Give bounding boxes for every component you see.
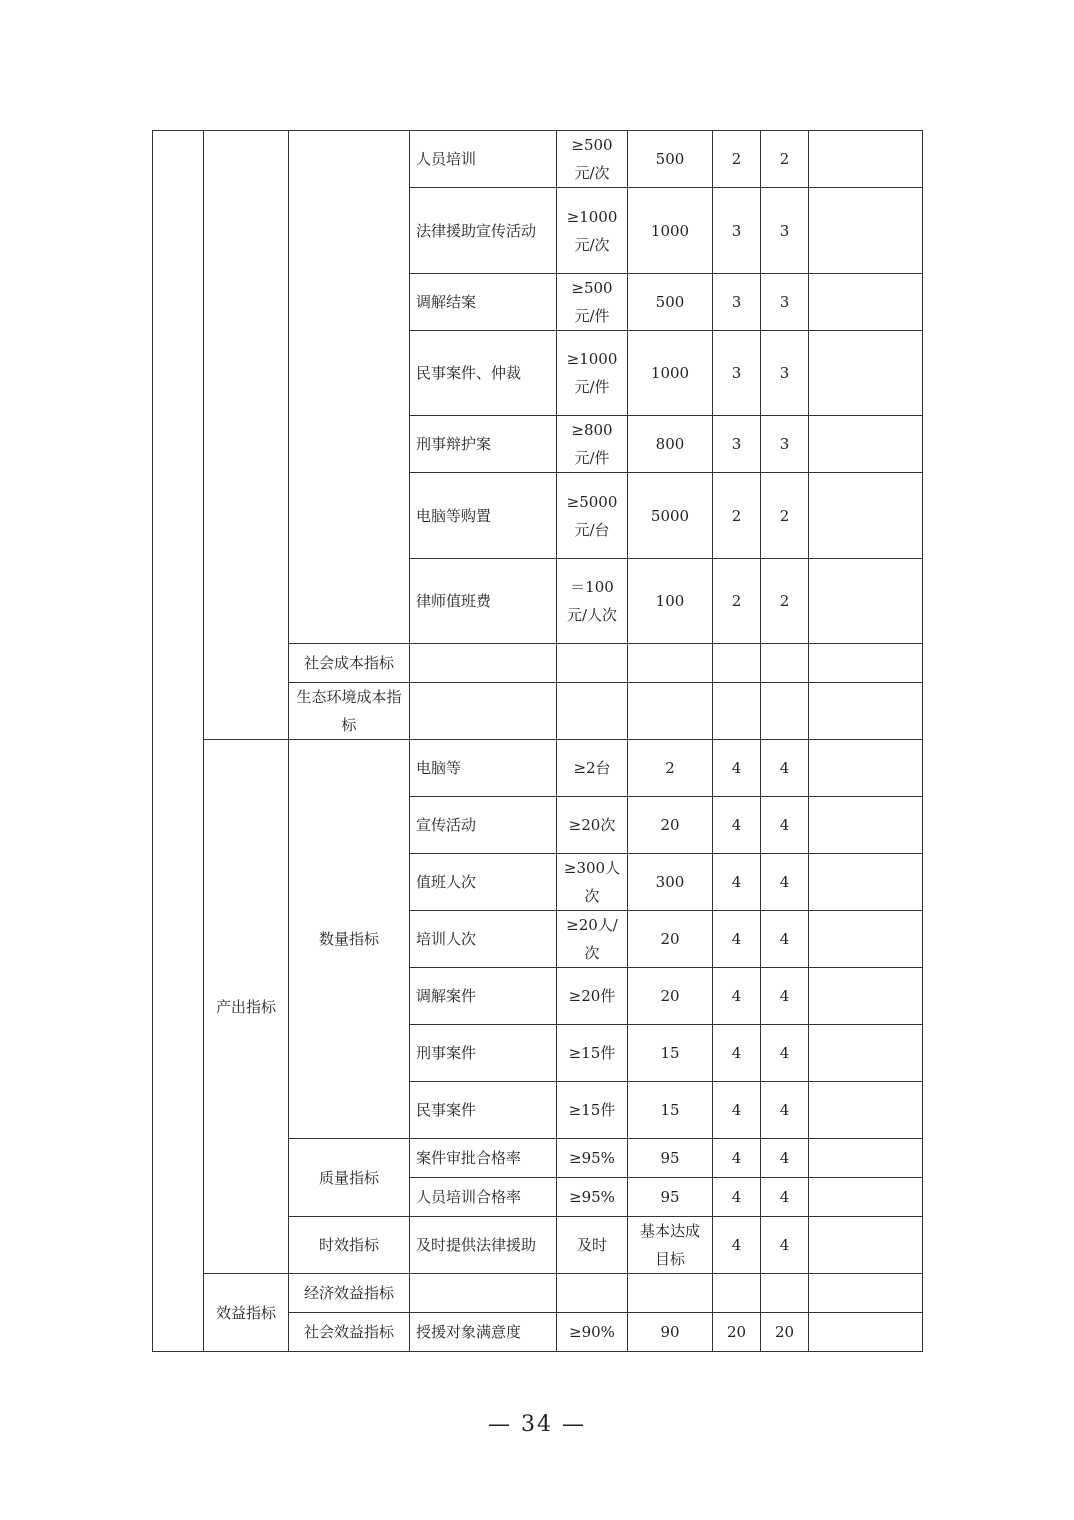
target-cell: ≥15件 [557,1025,628,1082]
remark-cell [809,188,923,274]
weight-cell: 2 [713,559,761,644]
score-cell: 4 [761,1139,809,1178]
table-row [153,131,923,188]
target-cell: ≥95% [557,1139,628,1178]
target-cell: ≥90% [557,1313,628,1352]
subgroup-cell: 生态环境成本指标 [289,683,410,740]
item-cell: 律师值班费 [410,559,557,644]
item-cell: 人员培训合格率 [410,1178,557,1217]
score-cell: 4 [761,911,809,968]
target-cell: ≥2台 [557,740,628,797]
item-cell: 法律援助宣传活动 [410,188,557,274]
weight-cell: 4 [713,968,761,1025]
remark-cell [809,1178,923,1217]
subgroup-cell: 经济效益指标 [289,1274,410,1313]
actual-cell: 95 [628,1139,713,1178]
score-cell: 4 [761,740,809,797]
remark-cell [809,854,923,911]
actual-cell: 95 [628,1178,713,1217]
target-cell: ≥1000元/次 [557,188,628,274]
actual-cell: 500 [628,131,713,188]
actual-cell: 300 [628,854,713,911]
group-cell: 效益指标 [204,1274,289,1352]
actual-cell: 20 [628,797,713,854]
group-cell: 产出指标 [204,740,289,1274]
actual-cell: 1000 [628,188,713,274]
actual-cell: 90 [628,1313,713,1352]
item-cell: 宣传活动 [410,797,557,854]
weight-cell: 4 [713,911,761,968]
table-row [153,1274,923,1313]
page-number: — 34 — [488,1412,586,1437]
weight-cell: 2 [713,473,761,559]
score-cell: 4 [761,1082,809,1139]
actual-cell: 15 [628,1025,713,1082]
item-cell: 民事案件 [410,1082,557,1139]
target-cell: ≥95% [557,1178,628,1217]
actual-cell: 500 [628,274,713,331]
remark-cell [809,911,923,968]
remark-cell [809,331,923,416]
remark-cell [809,473,923,559]
weight-cell: 3 [713,416,761,473]
weight-cell: 4 [713,1025,761,1082]
actual-cell: 1000 [628,331,713,416]
target-cell: ≥20次 [557,797,628,854]
target-cell: 及时 [557,1217,628,1274]
remark-cell [809,131,923,188]
actual-cell: 2 [628,740,713,797]
actual-cell: 15 [628,1082,713,1139]
table-row [153,740,923,797]
score-cell: 4 [761,854,809,911]
target-cell: ≥800元/件 [557,416,628,473]
item-cell: 及时提供法律援助 [410,1217,557,1274]
weight-cell: 4 [713,797,761,854]
remark-cell [809,1082,923,1139]
weight-cell: 3 [713,331,761,416]
target-cell: ＝100元/人次 [557,559,628,644]
score-cell: 2 [761,131,809,188]
score-cell: 4 [761,1178,809,1217]
score-cell: 2 [761,559,809,644]
actual-cell: 100 [628,559,713,644]
item-cell: 案件审批合格率 [410,1139,557,1178]
score-cell: 4 [761,1217,809,1274]
score-cell: 4 [761,968,809,1025]
item-cell: 民事案件、仲裁 [410,331,557,416]
remark-cell [809,559,923,644]
target-cell: ≥300人次 [557,854,628,911]
item-cell: 值班人次 [410,854,557,911]
weight-cell: 4 [713,1217,761,1274]
item-cell: 刑事辩护案 [410,416,557,473]
item-cell: 刑事案件 [410,1025,557,1082]
remark-cell [809,968,923,1025]
remark-cell [809,1025,923,1082]
weight-cell: 4 [713,854,761,911]
target-cell: ≥15件 [557,1082,628,1139]
actual-cell: 800 [628,416,713,473]
performance-indicator-table [152,130,923,1352]
target-cell: ≥500元/件 [557,274,628,331]
item-cell: 人员培训 [410,131,557,188]
remark-cell [809,1217,923,1274]
remark-cell [809,274,923,331]
subgroup-cell: 时效指标 [289,1217,410,1274]
remark-cell [809,416,923,473]
subgroup-cell: 数量指标 [289,740,410,1139]
score-cell: 3 [761,331,809,416]
target-cell: ≥1000元/件 [557,331,628,416]
item-cell: 电脑等购置 [410,473,557,559]
weight-cell: 4 [713,1082,761,1139]
remark-cell [809,797,923,854]
actual-cell: 5000 [628,473,713,559]
subgroup-cell: 社会成本指标 [289,644,410,683]
actual-cell: 20 [628,968,713,1025]
weight-cell: 4 [713,740,761,797]
remark-cell [809,740,923,797]
score-cell: 3 [761,188,809,274]
score-cell: 4 [761,1025,809,1082]
weight-cell: 4 [713,1178,761,1217]
remark-cell [809,1139,923,1178]
weight-cell: 20 [713,1313,761,1352]
item-cell: 电脑等 [410,740,557,797]
score-cell: 3 [761,416,809,473]
group-cell-cost [204,131,289,740]
target-cell: ≥5000元/台 [557,473,628,559]
score-cell: 2 [761,473,809,559]
score-cell: 20 [761,1313,809,1352]
subgroup-cell: 质量指标 [289,1139,410,1217]
item-cell: 授援对象满意度 [410,1313,557,1352]
weight-cell: 3 [713,274,761,331]
item-cell: 培训人次 [410,911,557,968]
actual-cell: 基本达成目标 [628,1217,713,1274]
item-cell: 调解案件 [410,968,557,1025]
item-cell: 调解结案 [410,274,557,331]
weight-cell: 2 [713,131,761,188]
weight-cell: 4 [713,1139,761,1178]
weight-cell: 3 [713,188,761,274]
remark-cell [809,1313,923,1352]
score-cell: 4 [761,797,809,854]
subgroup-cell-cost [289,131,410,644]
category-cell-blank [153,131,204,1352]
target-cell: ≥500元/次 [557,131,628,188]
score-cell: 3 [761,274,809,331]
target-cell: ≥20人/次 [557,911,628,968]
actual-cell: 20 [628,911,713,968]
target-cell: ≥20件 [557,968,628,1025]
subgroup-cell: 社会效益指标 [289,1313,410,1352]
